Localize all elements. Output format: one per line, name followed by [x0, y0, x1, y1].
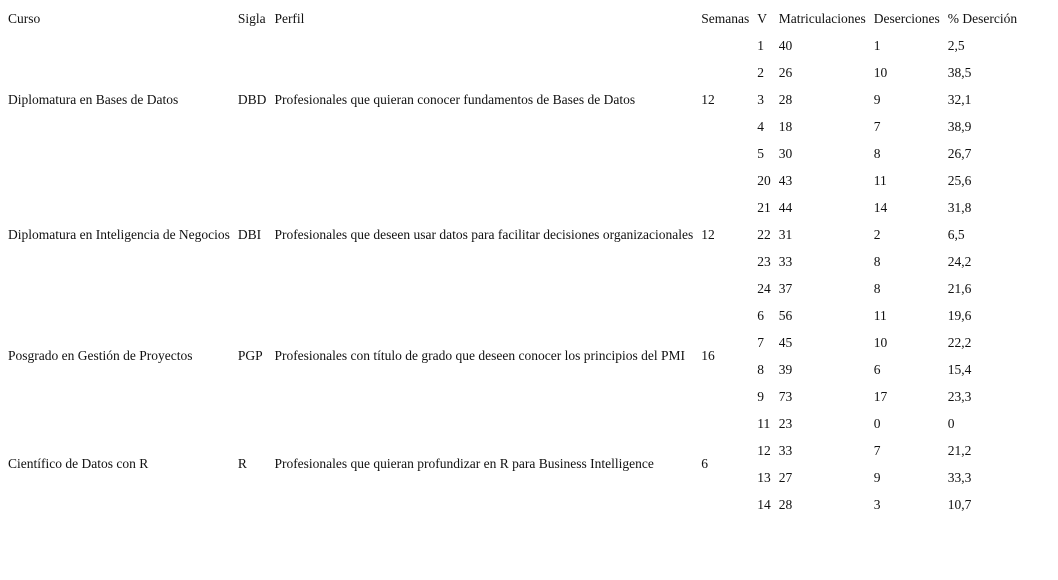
matriculaciones-cell: 18 — [778, 118, 793, 134]
deserciones-cell: 8 — [873, 253, 881, 269]
matriculaciones-cell: 44 — [778, 199, 793, 215]
pct-desercion-cell: 21,6 — [947, 280, 972, 296]
deserciones-cell: 10 — [873, 64, 888, 80]
deserciones-cell: 9 — [873, 91, 881, 107]
header-deserciones: Deserciones — [873, 10, 940, 26]
deserciones-cell: 1 — [873, 37, 881, 53]
edition-v: 23 — [757, 253, 771, 269]
pct-desercion-cell: 38,9 — [947, 118, 972, 134]
course-sigla: DBD — [237, 91, 267, 107]
edition-v: 9 — [757, 388, 765, 404]
matriculaciones-cell: 28 — [778, 91, 793, 107]
pct-desercion-cell: 19,6 — [947, 307, 972, 323]
pct-desercion-cell: 26,7 — [947, 145, 972, 161]
matriculaciones-cell: 33 — [778, 253, 793, 269]
course-semanas: 12 — [701, 226, 715, 242]
matriculaciones-cell: 39 — [778, 361, 793, 377]
edition-v: 24 — [757, 280, 771, 296]
edition-v: 21 — [757, 199, 771, 215]
deserciones-cell: 8 — [873, 280, 881, 296]
matriculaciones-cell: 40 — [778, 37, 793, 53]
pct-desercion-cell: 15,4 — [947, 361, 972, 377]
deserciones-cell: 9 — [873, 469, 881, 485]
pct-desercion-cell: 23,3 — [947, 388, 972, 404]
courses-table — [0, 5, 1021, 518]
deserciones-cell: 0 — [873, 415, 881, 431]
course-sigla: PGP — [237, 348, 263, 363]
table-header — [0, 5, 1021, 32]
edition-v: 7 — [757, 334, 765, 350]
course-perfil: Profesionales que quieran profundizar en R para Business Intelligence — [274, 456, 654, 471]
deserciones-cell: 14 — [873, 199, 888, 215]
header-sigla: Sigla — [237, 10, 266, 26]
matriculaciones-cell: 30 — [778, 145, 793, 161]
course-name: Diplomatura en Inteligencia de Negocios — [8, 226, 230, 242]
course-perfil: Profesionales que deseen usar datos para facilitar decisiones organizacionales — [274, 226, 694, 242]
edition-v: 5 — [757, 145, 765, 161]
matriculaciones-cell: 56 — [778, 307, 793, 323]
edition-v: 14 — [757, 496, 771, 512]
course-sigla: R — [237, 456, 247, 471]
matriculaciones-cell: 37 — [778, 280, 793, 296]
table-row — [0, 302, 1021, 329]
course-name: Científico de Datos con R — [8, 456, 149, 471]
edition-v: 20 — [757, 172, 771, 188]
matriculaciones-cell: 26 — [778, 64, 793, 80]
pct-desercion-cell: 33,3 — [947, 469, 972, 485]
header-pct-desercion: % Deserción — [947, 10, 1018, 26]
header-row — [0, 5, 1021, 32]
matriculaciones-cell: 33 — [778, 442, 793, 458]
edition-v: 2 — [757, 64, 765, 80]
edition-v: 11 — [757, 415, 771, 431]
matriculaciones-cell: 43 — [778, 172, 793, 188]
pct-desercion-cell: 6,5 — [947, 226, 965, 242]
matriculaciones-cell: 45 — [778, 334, 793, 350]
table-row — [0, 32, 1021, 59]
course-semanas: 12 — [701, 91, 715, 107]
matriculaciones-cell: 23 — [778, 415, 793, 431]
pct-desercion-cell: 25,6 — [947, 172, 972, 188]
matriculaciones-cell: 31 — [778, 226, 793, 242]
deserciones-cell: 11 — [873, 307, 887, 323]
pct-desercion-cell: 0 — [947, 415, 955, 431]
deserciones-cell: 2 — [873, 226, 881, 242]
matriculaciones-cell: 27 — [778, 469, 793, 485]
edition-v: 22 — [757, 226, 771, 242]
pct-desercion-cell: 31,8 — [947, 199, 972, 215]
course-perfil: Profesionales que quieran conocer fundamentos de Bases de Datos — [274, 91, 636, 107]
pct-desercion-cell: 10,7 — [947, 496, 972, 512]
header-perfil: Perfil — [274, 10, 305, 26]
pct-desercion-cell: 21,2 — [947, 442, 972, 458]
deserciones-cell: 7 — [873, 442, 881, 458]
course-name: Posgrado en Gestión de Proyectos — [8, 348, 193, 363]
edition-v: 3 — [757, 91, 765, 107]
pct-desercion-cell: 32,1 — [947, 91, 972, 107]
header-semanas: Semanas — [701, 10, 750, 26]
pct-desercion-cell: 2,5 — [947, 37, 965, 53]
table-body — [0, 32, 1021, 518]
deserciones-cell: 3 — [873, 496, 881, 512]
table-row — [0, 167, 1021, 194]
course-sigla: DBI — [237, 226, 262, 242]
course-semanas: 16 — [701, 348, 715, 363]
edition-v: 1 — [757, 37, 765, 53]
deserciones-cell: 8 — [873, 145, 881, 161]
pct-desercion-cell: 38,5 — [947, 64, 972, 80]
header-v: V — [757, 10, 768, 26]
deserciones-cell: 10 — [873, 334, 888, 350]
deserciones-cell: 17 — [873, 388, 888, 404]
edition-v: 6 — [757, 307, 765, 323]
course-name: Diplomatura en Bases de Datos — [8, 91, 179, 107]
header-curso: Curso — [8, 10, 41, 26]
matriculaciones-cell: 28 — [778, 496, 793, 512]
edition-v: 8 — [757, 361, 765, 377]
edition-v: 13 — [757, 469, 771, 485]
matriculaciones-cell: 73 — [778, 388, 793, 404]
table-row — [0, 410, 1021, 437]
header-matriculaciones: Matriculaciones — [778, 10, 866, 26]
deserciones-cell: 11 — [873, 172, 887, 188]
pct-desercion-cell: 24,2 — [947, 253, 972, 269]
course-perfil: Profesionales con título de grado que deseen conocer los principios del PMI — [274, 348, 685, 363]
deserciones-cell: 6 — [873, 361, 881, 377]
deserciones-cell: 7 — [873, 118, 881, 134]
edition-v: 12 — [757, 442, 771, 458]
edition-v: 4 — [757, 118, 765, 134]
pct-desercion-cell: 22,2 — [947, 334, 972, 350]
course-semanas: 6 — [701, 456, 709, 471]
